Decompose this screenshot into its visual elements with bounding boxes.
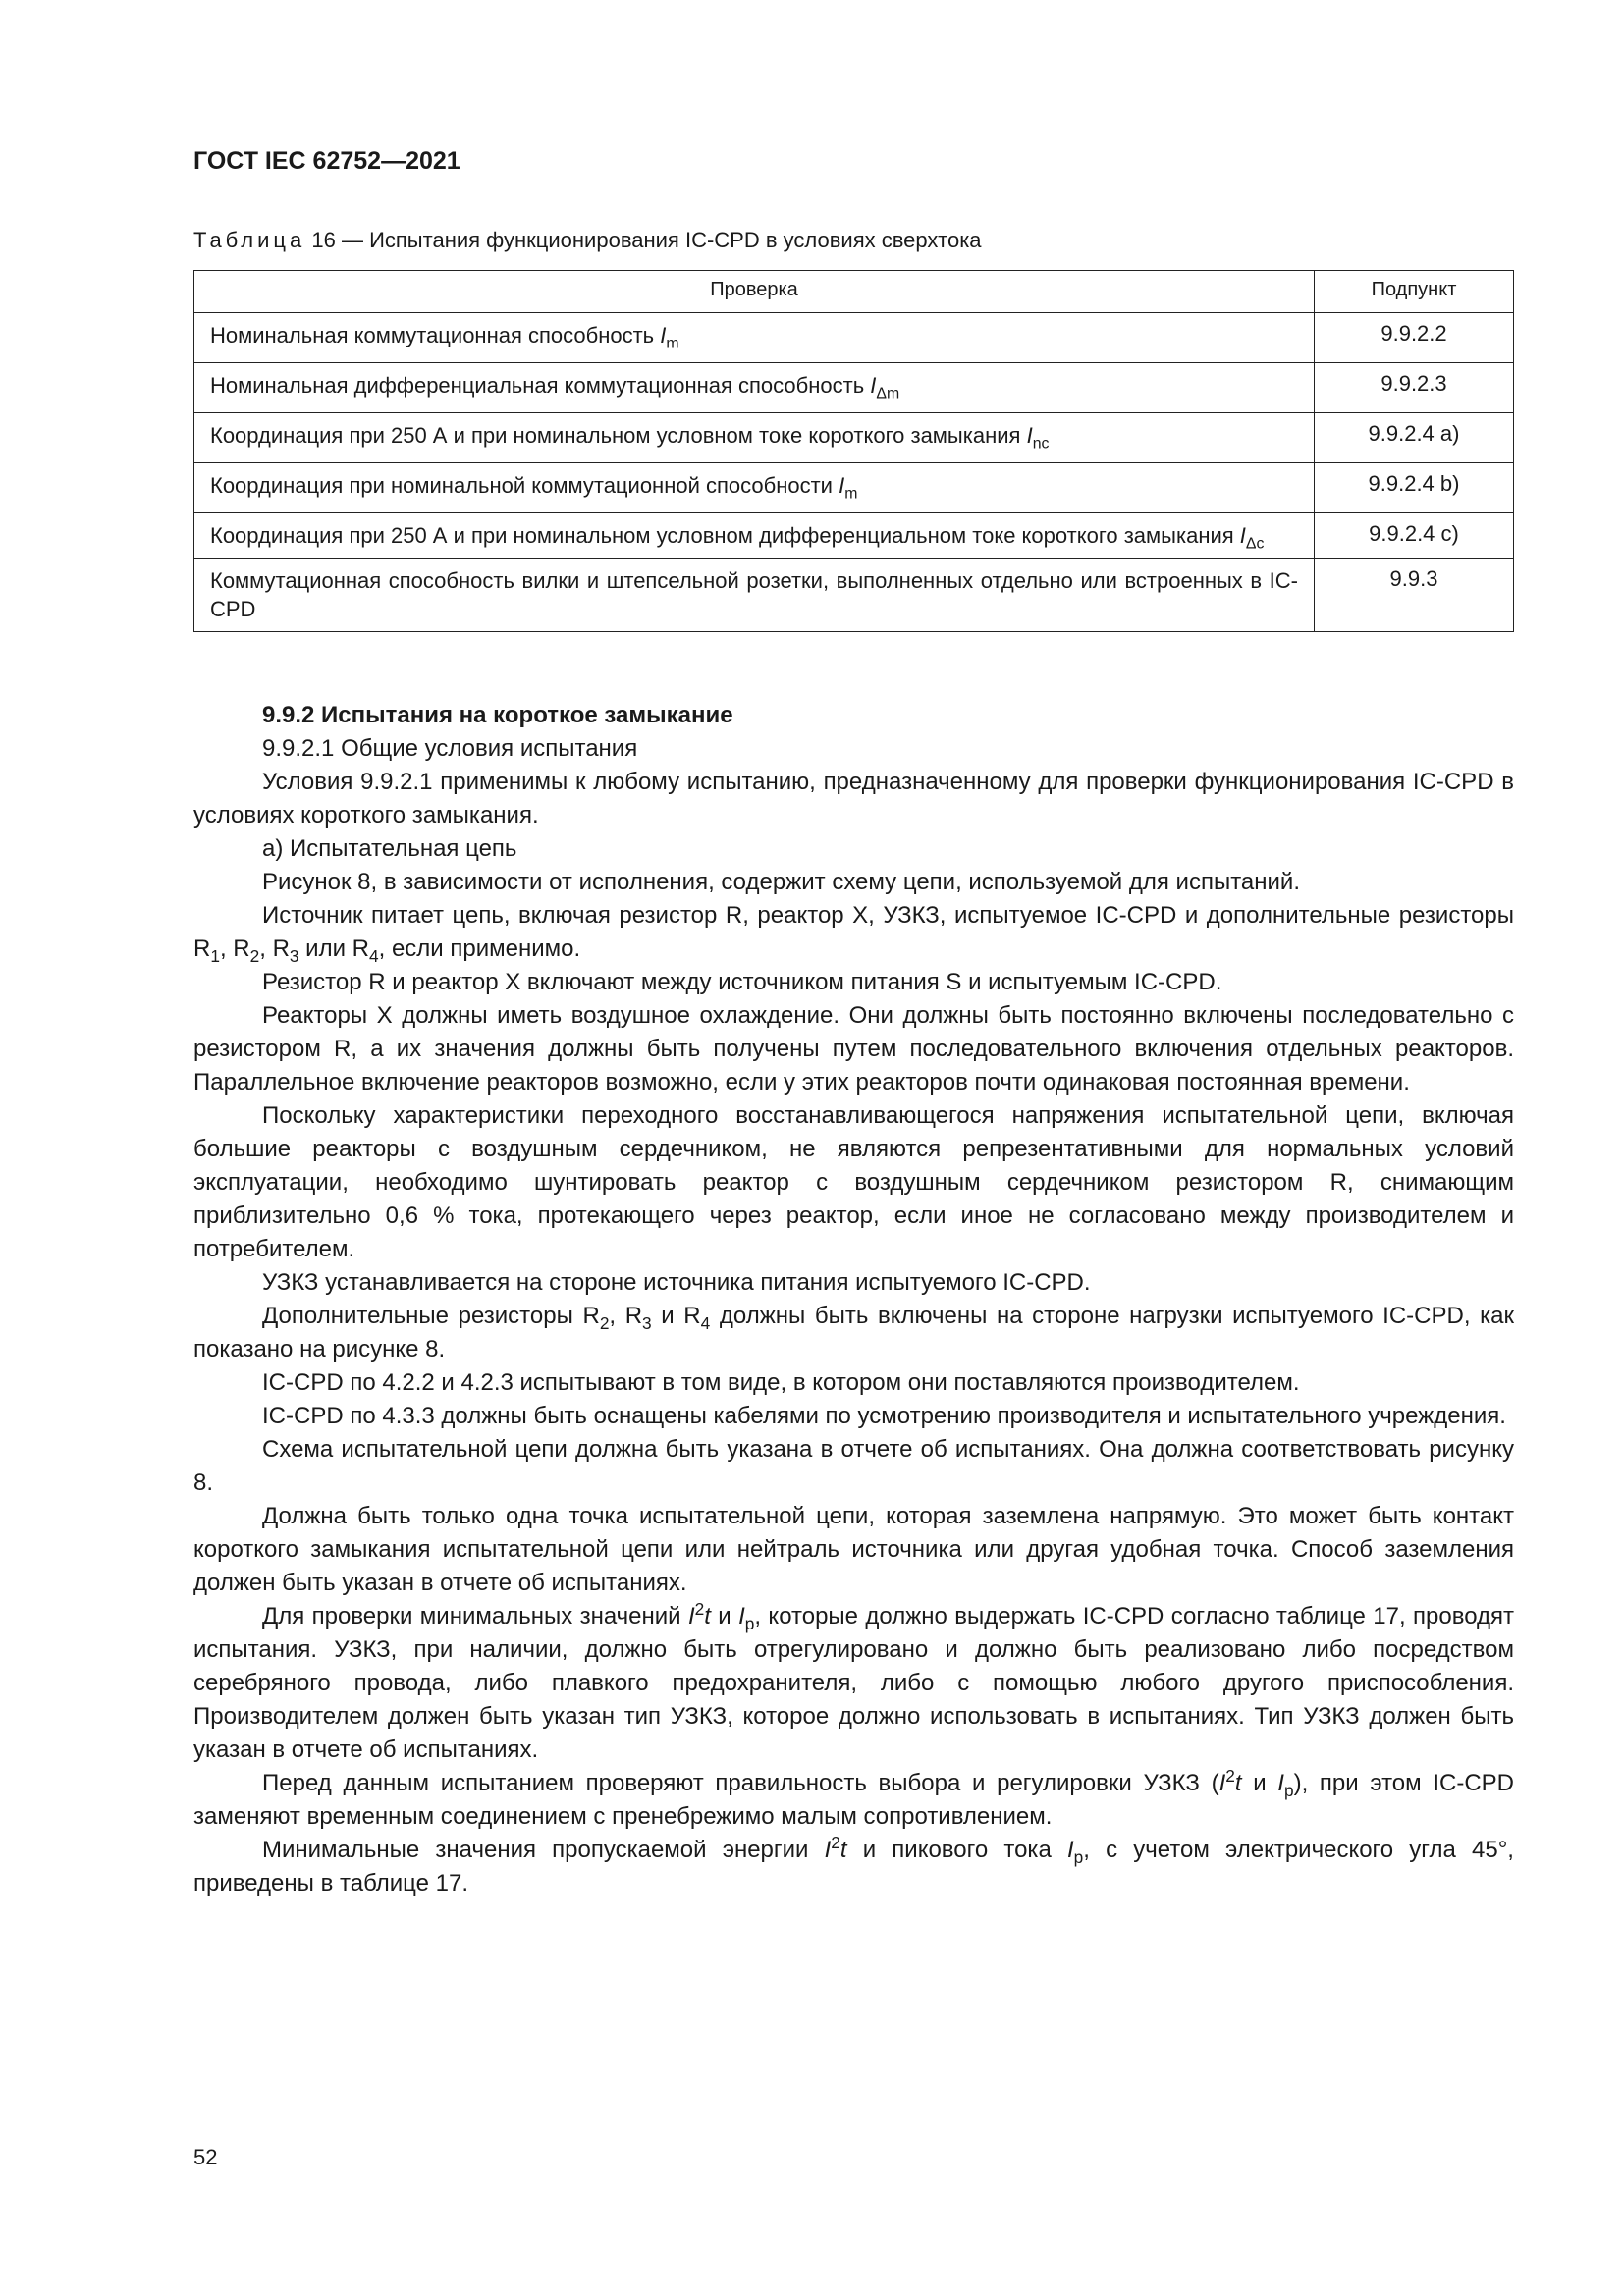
subclause-cell: 9.9.3 bbox=[1315, 559, 1514, 632]
table-row bbox=[194, 513, 1514, 559]
paragraph: Дополнительные резисторы $R_2$, $R_3$ и $R_4$ должны быть включены на стороне нагрузки испытуемого IC-CPD, как показано на рисунке 8. bbox=[193, 1303, 1514, 1362]
paragraph: IC-CPD по 4.3.3 должны быть оснащены кабелями по усмотрению производителя и испытательного учреждения. bbox=[262, 1403, 1506, 1429]
paragraph: УЗКЗ устанавливается на стороне источника питания испытуемого IC-CPD. bbox=[262, 1269, 1091, 1296]
subclause-cell: 9.9.2.4 a) bbox=[1315, 413, 1514, 463]
paragraph: Для проверки минимальных значений $I^2t$ и $I_p$, которые должно выдержать IC-CPD согласно таблице 17, проводят испытания. УЗКЗ, при наличии, должно быть отрегулировано и должно быть реализовано либо посредством серебряного провода, либо плавкого предохранителя, либо с помощью любого другого приспособления. Производителем должен быть указан тип УЗКЗ, которое должно использовать в испытаниях. Тип УЗКЗ должен быть указан в отчете об испытаниях. bbox=[193, 1599, 1515, 1763]
table-row bbox=[194, 559, 1514, 632]
paragraph: IC-CPD по 4.2.2 и 4.2.3 испытывают в том виде, в котором они поставляются производителем. bbox=[262, 1369, 1300, 1396]
check-cell: Коммутационная способность вилки и штепсельной розетки, выполненных отдельно или встроенных в IC-CPD bbox=[194, 559, 1315, 632]
subclause-cell: 9.9.2.3 bbox=[1315, 363, 1514, 413]
check-cell: Координация при 250 А и при номинальном условном дифференциальном токе короткого замыкания $I_{\Delta c}$ bbox=[194, 513, 1315, 559]
table-caption bbox=[193, 228, 982, 253]
page-number: 52 bbox=[193, 2145, 218, 2169]
paragraph: Поскольку характеристики переходного восстанавливающегося напряжения испытательной цепи, включая большие реакторы с воздушным сердечником, не являются репрезентативными для нормальных условий эксплуатации, необходимо шунтировать реактор с воздушным сердечником резистором R, снимающим приблизительно 0,6 % тока, протекающего через реактор, если иное не согласовано между производителем и потребителем. bbox=[193, 1102, 1514, 1262]
subclause-cell: 9.9.2.4 c) bbox=[1315, 513, 1514, 559]
column-header-check: Проверка bbox=[194, 271, 1315, 313]
check-cell: Номинальная коммутационная способность $I_m$ bbox=[194, 313, 1315, 363]
section-body bbox=[193, 699, 1514, 1900]
table-caption-text: 16 — Испытания функционирования IC-CPD в условиях сверхтока bbox=[311, 228, 982, 252]
table-header-row bbox=[194, 271, 1514, 313]
subsection-heading: 9.9.2.1 Общие условия испытания bbox=[262, 735, 638, 762]
paragraph: Минимальные значения пропускаемой энергии $I^2t$ и пикового тока $I_p$, с учетом электрического угла 45°, приведены в таблице 17. bbox=[193, 1833, 1514, 1896]
paragraph: Должна быть только одна точка испытательной цепи, которая заземлена напрямую. Это может быть контакт короткого замыкания испытательной цепи или нейтраль источника или другая удобная точка. Способ заземления должен быть указан в отчете об испытаниях. bbox=[193, 1503, 1514, 1596]
paragraph: Реакторы X должны иметь воздушное охлаждение. Они должны быть постоянно включены последовательно с резистором R, а их значения должны быть получены путем последовательного включения отдельных реакторов. Параллельное включение реакторов возможно, если у этих реакторов почти одинаковая постоянная времени. bbox=[193, 1002, 1514, 1095]
paragraph: Рисунок 8, в зависимости от исполнения, содержит схему цепи, используемой для испытаний. bbox=[262, 869, 1300, 895]
subclause-cell: 9.9.2.4 b) bbox=[1315, 463, 1514, 513]
paragraph: Резистор R и реактор X включают между источником питания S и испытуемым IC-CPD. bbox=[262, 969, 1222, 995]
subclause-cell: 9.9.2.2 bbox=[1315, 313, 1514, 363]
table-row bbox=[194, 313, 1514, 363]
table-caption-label: Таблица bbox=[193, 228, 306, 252]
check-cell: Номинальная дифференциальная коммутационная способность $I_{\Delta m}$ bbox=[194, 363, 1315, 413]
table-row bbox=[194, 413, 1514, 463]
table-16 bbox=[193, 270, 1514, 632]
table-row bbox=[194, 363, 1514, 413]
paragraph: Условия 9.9.2.1 применимы к любому испытанию, предназначенному для проверки функционирования IC-CPD в условиях короткого замыкания. bbox=[193, 769, 1514, 828]
document-header: ГОСТ IEC 62752—2021 bbox=[193, 147, 460, 175]
paragraph: Схема испытательной цепи должна быть указана в отчете об испытаниях. Она должна соответствовать рисунку 8. bbox=[193, 1436, 1514, 1496]
paragraph: а) Испытательная цепь bbox=[262, 835, 517, 862]
paragraph: Источник питает цепь, включая резистор R, реактор X, УЗКЗ, испытуемое IC-CPD и дополнительные резисторы $R_1$, $R_2$, $R_3$ или $R_4$, если применимо. bbox=[193, 902, 1514, 966]
section-heading: 9.9.2 Испытания на короткое замыкание bbox=[262, 702, 733, 728]
check-cell: Координация при номинальной коммутационной способности $I_m$ bbox=[194, 463, 1315, 513]
table-row bbox=[194, 463, 1514, 513]
check-cell: Координация при 250 А и при номинальном условном токе короткого замыкания $I_{nc}$ bbox=[194, 413, 1315, 463]
paragraph: Перед данным испытанием проверяют правильность выбора и регулировки УЗКЗ ($I^2t$ и $I_p$), при этом IC-CPD заменяют временным соединением с пренебрежимо малым сопротивлением. bbox=[193, 1766, 1514, 1830]
column-header-subclause: Подпункт bbox=[1315, 271, 1514, 313]
